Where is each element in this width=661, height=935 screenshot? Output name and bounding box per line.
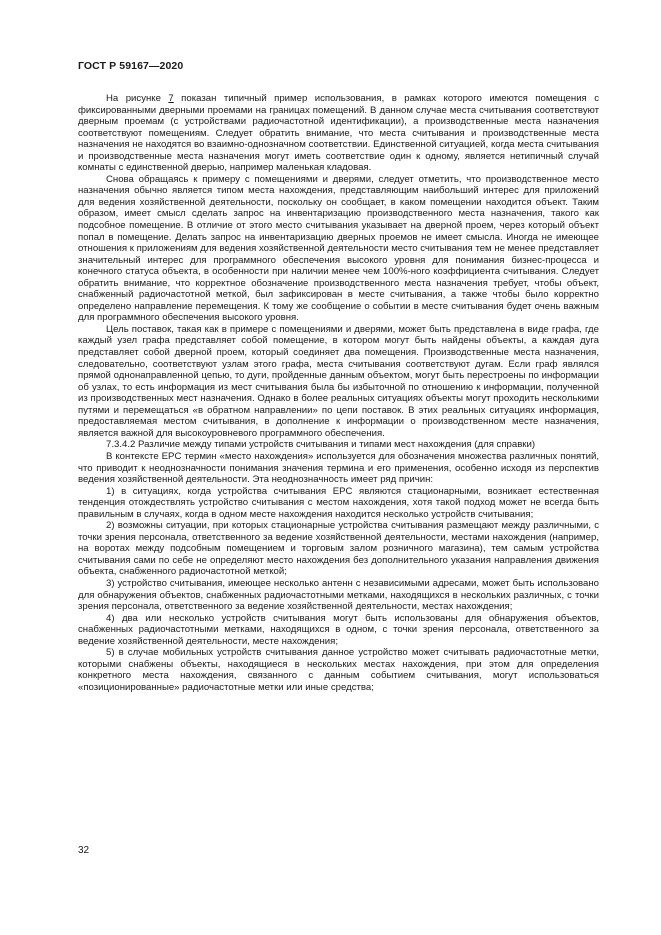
list-item: 3) устройство считывания, имеющее несколько антенн с независимыми адресами, может быть использовано для обнаружения объектов, снабженных радиочастотными метками, находящихся в нескольких различных, с точки зрения персонала, ответственного за ведение хозяйственной деятельности, местах нахождения;: [78, 577, 599, 613]
paragraph-supply-graph: Цель поставок, такая как в примере с помещениями и дверями, может быть представлена в виде графа, где каждый узел графа представляет собой помещение, в котором могут быть найдены объекты, а каждая дуга представляет собой дверной проем, который соединяет два помещения. Производственные места назначения, следовательно, соответствуют узлам этого графа, места считывания соответствуют дугам. Если граф являлся прямой однонаправленной цепью, то дуги, пройденные данным объектом, могут быть перестроены по информации об узлах, то есть информация из мест считывания была бы избыточной по отношению к информации, полученной из производственных мест назначения. Однако в более реальных ситуациях объекты могут проходить несколькими путями и перемещаться «в обратном направлении» по цепи поставок. В этих реальных ситуациях информация, предоставляемая местом считывания, в дополнение к информации о производственном месте назначения, является важной для высокоуровневого программного обеспечения.: [78, 323, 599, 439]
list-item: 1) в ситуациях, когда устройства считывания EPC являются стационарными, возникает естественная тенденция отождествлять устройство считывания с местом нахождения, хотя такой подход может не всегда быть правильным в случаях, когда в одном месте нахождения находится несколько устройств считывания;: [78, 485, 599, 520]
list-item: 4) два или несколько устройств считывания могут быть использованы для обнаружения объектов, снабженных радиочастотными метками, находящихся в одном, с точки зрения персонала, ответственного за ведение хозяйственной деятельности, месте нахождения;: [78, 612, 599, 647]
paragraph-production-destination: Снова обращаясь к примеру с помещениями и дверями, следует отметить, что производственное место назначения обычно является типом места нахождения, представляющим наибольший интерес для приложений для ведения хозяйственной деятельности, поскольку он сообщает, в каком помещении находится объект. Таким образом, имеет смысл сделать запрос на инвентаризацию производственного места назначения, такого как подсобное помещение. В отличие от этого место считывания указывает на дверной проем, через который объект попал в помещение. Делать запрос на инвентаризацию дверных проемов не имеет смысла. Иногда не имеющее отношения к приложениям для ведения хозяйственной деятельности место считывания тем не менее представляет значительный интерес для программного обеспечения высокого уровня для понимания бизнес-процесса и конечного статуса объекта, в особенности при наличии менее чем 100%-ного коэффициента считывания. Следует обратить внимание, что корректное обозначение производственного места назначения требует, чтобы объект, снабженный радиочастотной меткой, был зафиксирован в месте считывания, а также чтобы было корректно определено направление перемещения. К тому же сообщение о событии в месте считывания будет очень важным для программного обеспечения высокого уровня.: [78, 173, 599, 324]
paragraph-figure-example: [78, 93, 599, 174]
section-heading: 7.3.4.2 Различие между типами устройств считывания и типами мест нахождения (для справки): [106, 439, 536, 451]
list-item: 2) возможны ситуации, при которых стационарные устройства считывания размещают между различными, с точки зрения персонала, ответственного за ведение хозяйственной деятельности, местами нахождения (например, на воротах между подсобным помещением и торговым залом розничного магазина), тем самым устройства считывания сами по себе не определяют место нахождения без дополнительного указания направления движения объекта, снабженного радиочастотной меткой;: [78, 520, 599, 578]
list-item: 5) в случае мобильных устройств считывания данное устройство может считывать радиочастотные метки, которыми снабжены объекты, находящиеся в нескольких местах нахождения, при этом для определения конкретного места нахождения, связанного с данным событием считывания, могут использоваться «позиционированные» радиочастотные метки или иные средства;: [78, 647, 599, 693]
text-segment: показан типичный пример использования, в рамках которого имеются помещения с фиксированными дверными проемами на границах помещений. В данном случае места считывания соответствуют дверным проемам (с устройствами радиочастотной идентификации), а производственные места назначения соответствуют помещениям. Следует обратить внимание, что места считывания и производственные места назначения не находятся во взаимно-однозначном соответствии. Единственной ситуацией, когда места считывания и производственные места назначения могут иметь соответствие один к одному, является нетипичный случай комнаты с единственной дверью, например маленькая кладовая.: [78, 93, 599, 174]
figure-reference-link[interactable]: 7: [168, 93, 174, 104]
text-segment: На рисунке: [106, 93, 169, 104]
document-header: ГОСТ Р 59167—2020: [78, 60, 184, 72]
page-body: [78, 93, 599, 693]
paragraph-epc-location: В контексте EPC термин «место нахождения» используется для обозначения множества различных понятий, что приводит к неоднозначности понимания значения термина и его применения, особенно исходя из перспектив ведения хозяйственной деятельности. Эта неоднозначность имеет ряд причин:: [78, 450, 599, 486]
page-number: 32: [78, 845, 90, 856]
